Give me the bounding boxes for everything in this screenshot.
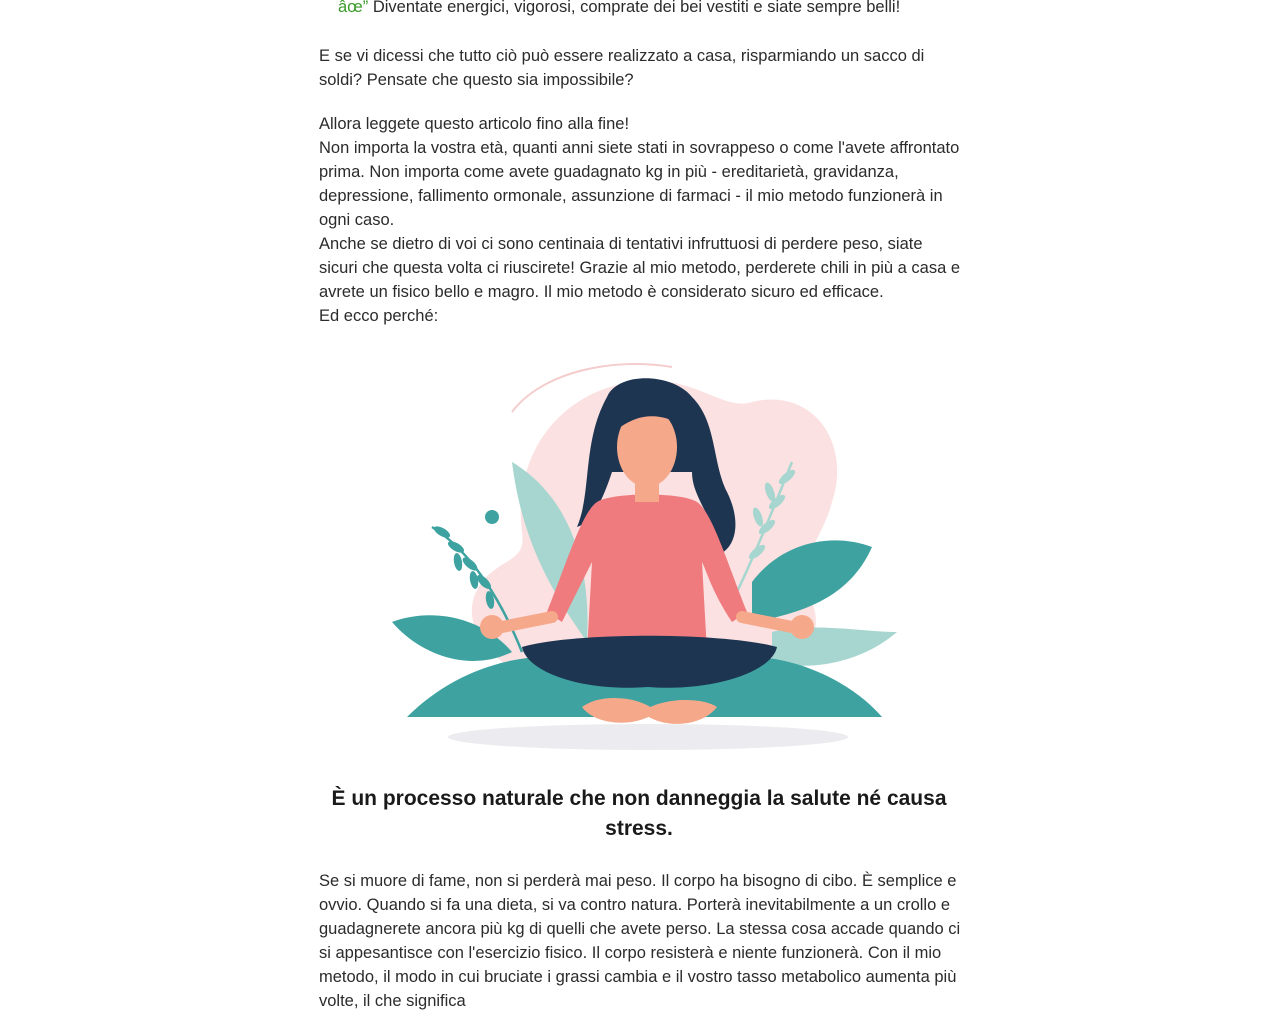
section-heading: È un processo naturale che non danneggia la salute né causa stress. [331, 787, 947, 840]
paragraph-2-line-1: Allora leggete questo articolo fino alla fine! [319, 115, 630, 133]
meditation-woman-illustration [392, 352, 904, 754]
paragraph-2-line-2: Non importa la vostra età, quanti anni siete stati in sovrappeso o come l'avete affrontato prima. Non importa come avete guadagnato kg in più - ereditarietà, gravidanza, depressione, fallimento ormonale, assunzione di farmaci - il mio metodo funzionerà in ogni caso. [319, 139, 960, 229]
intro-line [338, 0, 900, 19]
ground-shadow [448, 724, 848, 750]
intro-text: Diventate energici, vigorosi, comprate dei bei vestiti e siate sempre belli! [368, 0, 901, 16]
paragraph-2-line-4: Ed ecco perché: [319, 307, 439, 325]
paragraph-2-line-3: Anche se dietro di voi ci sono centinaia di tentativi infruttuosi di perdere peso, siate sicuri che questa volta ci riuscirete! Grazie al mio metodo, perderete chili in più a casa e avrete un fisico bello e magro. Il mio metodo è considerato sicuro ed efficace. [319, 235, 961, 301]
paragraph-1: E se vi dicessi che tutto ciò può essere realizzato a casa, risparmiando un sacco di soldi? Pensate che questo sia impossibile? [319, 47, 925, 89]
check-mark-glyph: âœ” [338, 0, 369, 16]
leaf-right-teal-2 [772, 628, 897, 666]
paragraph-2 [319, 112, 964, 328]
paragraph-3: Se si muore di fame, non si perderà mai peso. Il corpo ha bisogno di cibo. È semplice e ovvio. Quando si fa una dieta, si va contro natura. Porterà inevitabilmente a un crollo e guadagnerete ancora più kg di quelli che avete perso. La stessa cosa accade quando ci si appesantisce con l'esercizio fisico. Il corpo resisterà e niente funzionerà. Con il mio metodo, il modo in cui bruciate i grassi cambia e il vostro tasso metabolico aumenta più volte, il che significa [319, 872, 961, 1010]
